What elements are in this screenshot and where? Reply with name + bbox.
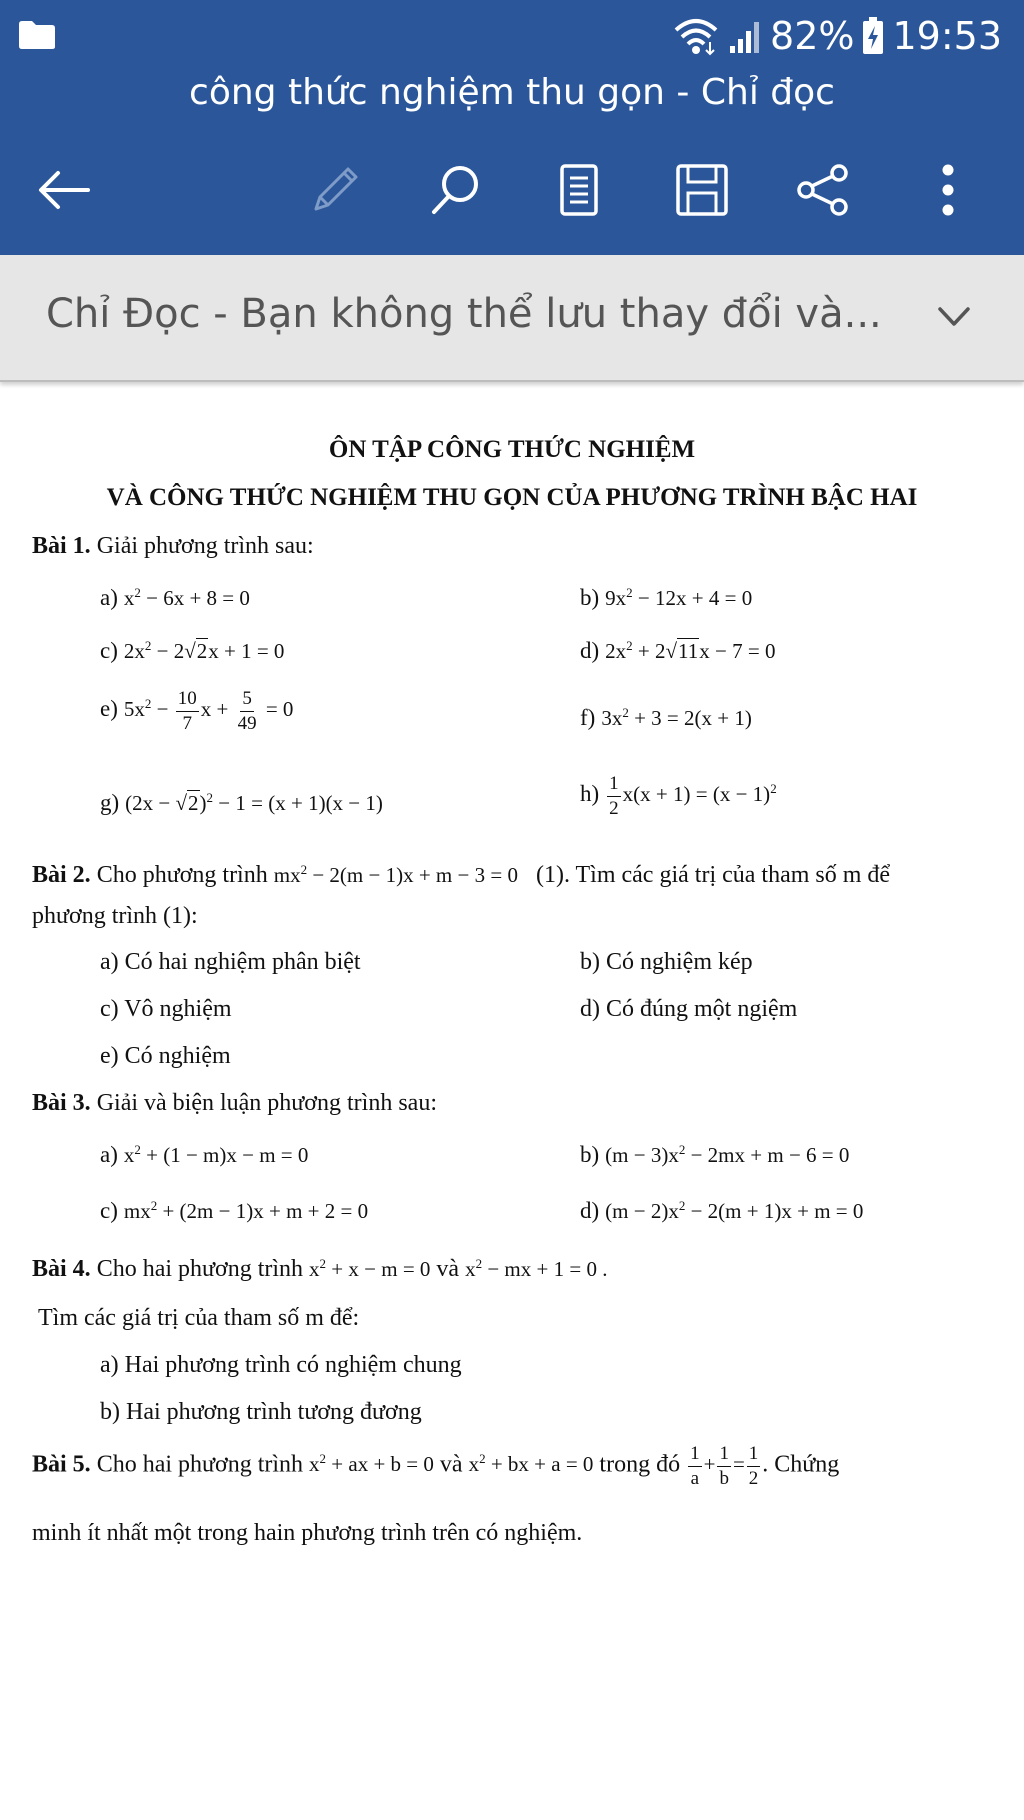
folder-icon [18,20,56,50]
wifi-icon [672,16,720,56]
document-icon [559,163,599,217]
bai4-line2: Tìm các giá trị của tham số m để: [38,1305,360,1331]
bai2-item-e: e) Có nghiệm [100,1043,231,1069]
search-icon [428,162,484,218]
bai1-heading: Bài 1. Giải phương trình sau: [32,533,314,559]
bai4-item-b: b) Hai phương trình tương đương [100,1399,422,1425]
bai3-item-d: d) $(m - 2)x^2 - 2(m + 1)x + m = 0$ [580,1198,864,1223]
pencil-icon [308,163,362,217]
battery-charging-icon [862,17,884,55]
bai3-item-c: c) $mx^2 + (2m - 1)x + m + 2 = 0$ [100,1198,369,1223]
edit-button[interactable] [305,160,365,220]
bai1-item-h: h) $\frac{1}{2}$ $x(x + 1) = (x - 1)^2$ [580,773,777,819]
bai2-item-a: a) Có hai nghiệm phân biệt [100,949,361,975]
bai3-heading: Bài 3. Giải và biện luận phương trình sau: [32,1090,437,1116]
signal-icon [728,18,762,54]
share-button[interactable] [793,160,853,220]
save-button[interactable] [672,160,732,220]
bai1-item-c: c) $2x^2 - 2√2x + 1 = 0$ [100,638,285,663]
share-icon [795,162,851,218]
document-title: công thức nghiệm thu gọn - Chỉ đọc [189,72,835,113]
bai1-item-g: g) $(2x - √2)^2 - 1 = (x + 1)(x - 1)$ [100,790,383,815]
bai5-line2: minh ít nhất một trong hain phương trình trên có nghiệm. [32,1520,583,1546]
bai2-item-b: b) Có nghiệm kép [580,949,753,975]
more-vertical-icon [938,162,958,218]
bai1-item-b: b) $9x^2 - 12x + 4 = 0$ [580,585,753,610]
bai2-heading: Bài 2. Cho phương trình $mx^2 - 2(m - 1)x + m - 3 = 0$ (1). Tìm các giá trị của tham số m để [32,862,891,888]
doc-title-2: VÀ CÔNG THỨC NGHIỆM THU GỌN CỦA PHƯƠNG TRÌNH BẬC HAI [106,484,918,511]
bai3-item-a: a) $x^2 + (1 - m)x - m = 0$ [100,1142,309,1167]
bai1-item-d: d) $2x^2 + 2√11x - 7 = 0$ [580,638,776,663]
doc-title-1: ÔN TẬP CÔNG THỨC NGHIỆM [328,436,696,463]
banner-message: Chỉ Đọc - Bạn không thể lưu thay đổi và... [46,291,882,337]
status-indicators [672,10,1002,62]
bai2-line2: phương trình (1): [32,903,198,929]
document-page [0,390,1024,1820]
read-only-banner[interactable] [0,255,1024,382]
bai4-item-a: a) Hai phương trình có nghiệm chung [100,1352,462,1378]
bai1-item-f: f) $3x^2 + 3 = 2(x + 1)$ [580,705,752,730]
bai1-item-e: e) $5x^2$ − $\frac{10}{7}$ x + $\frac{5}{49}$ = 0 [100,688,294,734]
read-mode-button[interactable] [549,160,609,220]
save-icon [675,163,729,217]
bai2-item-d: d) Có đúng một ngiệm [580,996,798,1022]
app-bar [0,0,1024,255]
bai3-item-b: b) $(m - 3)x^2 - 2mx + m - 6 = 0$ [580,1142,850,1167]
arrow-left-icon [36,168,92,212]
bai2-item-c: c) Vô nghiệm [100,996,232,1022]
bai1-item-a: a) $x^2 - 6x + 8 = 0$ [100,585,250,610]
status-bar [0,0,1024,70]
search-button[interactable] [426,160,486,220]
clock: 19:53 [892,14,1002,58]
more-options-button[interactable] [918,160,978,220]
bai4-heading: Bài 4. Cho hai phương trình $x^2 + x - m = 0$ và $x^2$ − mx + 1 = 0 . [32,1256,608,1282]
back-button[interactable] [34,160,94,220]
chevron-down-icon[interactable] [934,297,974,337]
bai5-heading: Bài 5. Cho hai phương trình $x^2$ + ax + b = 0 và $x^2$ + bx + a = 0 trong đó $\frac{1}{a}$ + $\frac{1}{b}$ = $\frac{1}{2}$ . Chứng [32,1443,840,1489]
battery-percent: 82% [770,14,855,58]
